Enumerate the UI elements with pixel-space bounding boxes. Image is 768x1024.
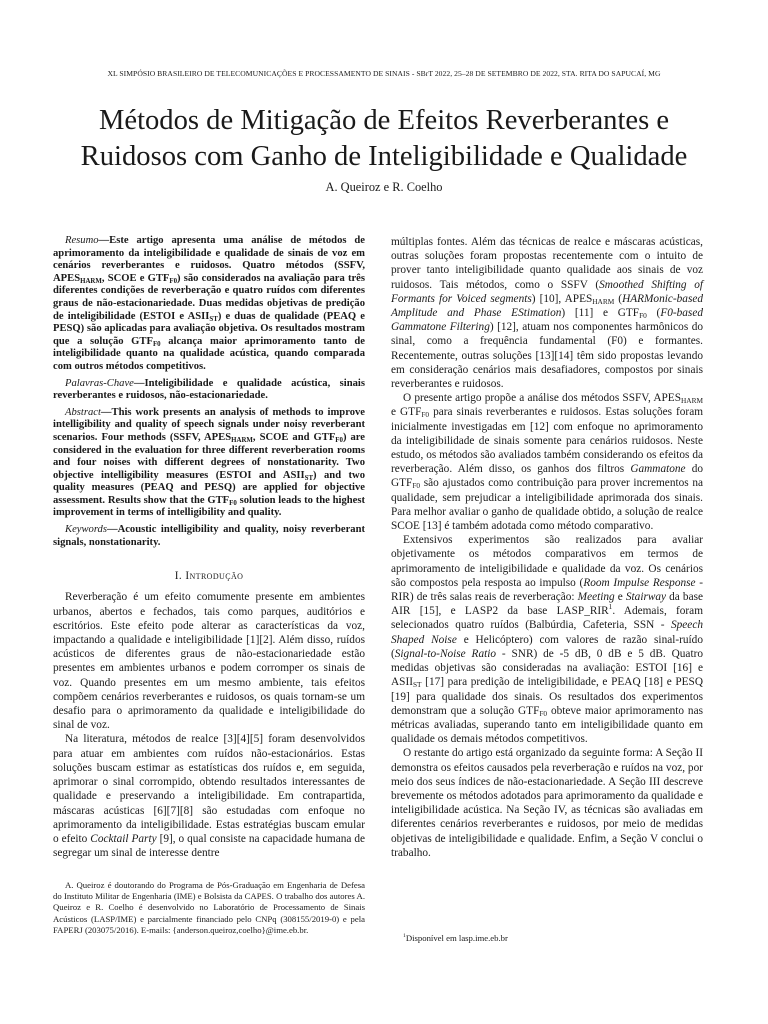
- author-footnote: A. Queiroz é doutorando do Programa de Pós-Graduação em Engenharia de Defesa do Instituto Militar de Engenharia (IME) e Bolsista da CAPES. O trabalho dos autores A. Queiroz e R. Coelho é desenvolvido no Laboratório de Processamento de Sinais Acústicos (LASP/IME) e parcialmente financiado pelo CNPq (308155/2019-0) e pela FAPERJ (203075/2016). E-mails: {anderson.queiroz,coelho}@ime.eb.br.: [53, 880, 365, 935]
- abstract-lead: Abstract: [65, 406, 101, 418]
- intro-paragraph-2: Na literatura, métodos de realce [3][4][5] foram desenvolvidos para atuar em ambientes com ruídos não-estacionários. Estas soluções buscam estimar as estatísticas dos ruídos e, em seguida, aprimorar o sinal corrompido, obtendo resultados interessantes de qualidade e preservando a inteligibilidade. Em contrapartida, máscaras acústicas [6][7][8] são estudadas com enfoque no aprimoramento da inteligibilidade. Estas estratégias buscam emular o efeito Cocktail Party [9], o qual consiste na capacidade humana de segregar um sinal de interesse dentre: [53, 733, 366, 860]
- keywords: Keywords—Acoustic intelligibility and quality, noisy reverberant signals, nonstationarity.: [53, 524, 365, 548]
- palavras-chave-lead: Palavras-Chave: [65, 377, 134, 389]
- right-paragraph-3: Extensivos experimentos são realizados para avaliar objetivamente os métodos comparativos em termos de aprimoramento de inteligibilidade e qualidade da voz. Os cenários são compostos pela resposta ao impulso (Room Impulse Response - RIR) de três salas reais de reverberação: Meeting e Stairway da base AIR [15], e LASP2 da base LASP_RIR$^1$. Ademais, foram selecionados quatro ruídos (Balbúrdia, Cafeteria, SSN - Speech Shaped Noise e Helicóptero) com valores de razão sinal-ruído (Signal-to-Noise Ratio - SNR) de -5 dB, 0 dB e 5 dB. Quatro medidas objetivas são consideradas na avaliação: ESTOI [16] e $ASII_{ST}$ [17] para predição de inteligibilidade, e PEAQ [18] e PESQ [19] para qualidade dos sinais. Os resultados dos experimentos demonstram que a solução $GTF_{F0}$ obteve maior aprimoramento nas métricas avaliadas, superando tanto em inteligibilidade quanto em qualidade os demais métodos competitivos.: [391, 534, 704, 746]
- authors: A. Queiroz e R. Coelho: [325, 180, 443, 194]
- keywords-lead: Keywords: [65, 524, 107, 536]
- right-paragraph-2: O presente artigo propõe a análise dos métodos SSFV, $APES_{HARM}$ e $GTF_{F0}$ para sinais reverberantes e ruidosos. Estas soluções foram inicialmente investigadas em [12] com enfoque no aprimoramento da inteligibilidade de sinais somente para cenários ruidosos. Neste estudo, os métodos são avaliados também considerando os efeitos da reverberação. Além disso, os ganhos dos filtros Gammatone do $GTF_{F0}$ são ajustados como contribuição para prover incrementos na qualidade, sem prejudicar a inteligibilidade aprimorada dos sinais. Para melhor avaliar o ganho de qualidade obtido, a solução de realce SCOE [13] é também adotada como método comparativo.: [391, 392, 703, 533]
- running-header: XL SIMPÓSIO BRASILEIRO DE TELECOMUNICAÇÕES E PROCESSAMENTO DE SINAIS - SBrT 2022, 25–28 DE SETEMBRO DE 2022, STA. RITA DO SAPUCAÍ, MG: [107, 69, 661, 78]
- left-column: [53, 235, 365, 860]
- intro-paragraph-1: Reverberação é um efeito comumente presente em ambientes urbanos, abertos e fechados, tais como parques, auditórios e escritórios. Este efeito pode alterar as características da voz, impactando a qualidade e inteligibilidade [1][2]. Além disso, ruídos acústicos de diferentes graus de não-estacionariedade estão presentes em ambientes urbanos e podem corromper os sinais de voz. Quando presentes em um mesmo ambiente, tais efeitos compõem cenários reverberantes e ruidosos, os quais tornam-se um desafio para o aprimoramento da qualidade e inteligibilidade do sinal de voz.: [53, 591, 365, 732]
- paper-title: [40, 103, 728, 175]
- right-paragraph-4: O restante do artigo está organizado da seguinte forma: A Seção II demonstra os efeitos causados pela reverberação e ruídos na voz, por meio dos seus índices de não-estacionariedade. A Seção III descreve brevemente os métodos adotados para aprimoramento da qualidade e inteligibilidade acústica. Na Seção IV, as técnicas são avaliadas em diferentes cenários reverberantes e ruidosos, por meio de medidas objetivas de inteligibilidade e qualidade. Enfim, a Seção V conclui o trabalho.: [391, 747, 703, 859]
- palavras-chave: Palavras-Chave—Inteligibilidade e qualidade acústica, sinais reverberantes e ruidosos, não-estacionariedade.: [53, 377, 365, 402]
- resumo: Resumo—Este artigo apresenta uma análise de métodos de aprimoramento da inteligibilidade e qualidade de sinais de voz em cenários reverberantes e ruidosos. Quatro métodos (SSFV, $APES_{HARM}$, SCOE e $GTF_{F0}$) são considerados na avaliação para três diferentes condições de reverberação e quatro ruídos com diferentes graus de não-estacionariedade. Duas medidas objetivas de predição de inteligibilidade (ESTOI e $ASII_{ST}$) e duas de qualidade (PEAQ e PESQ) são aplicadas para avaliação objetiva. Os resultados mostram que a solução $GTF_{F0}$ alcança maior aprimoramento tanto de inteligibilidade quanto na qualidade acústica, quando comparada com outros métodos competitivos.: [53, 235, 366, 372]
- right-column: [391, 235, 703, 860]
- title-line-2: Ruidosos com Ganho de Inteligibilidade e Qualidade: [80, 141, 688, 172]
- footnote-marker: 1: [608, 602, 613, 612]
- abstract: Abstract—This work presents an analysis of methods to improve intelligibility and quality of speech signals under noisy reverberant scenarios. Four methods (SSFV, $APES_{HARM}$, SCOE and $GTF_{F0}$) are considered in the evaluation for three different reverberation rooms and four noises with different degrees of nonstationarity. Two objective intelligibility measures (ESTOI and $ASII_{ST}$) and two quality measures (PEAQ and PESQ) are applied for objective assessment. Results show that the $GTF_{F0}$ solution leads to the highest improvement in terms of intelligibility and quality.: [53, 406, 365, 519]
- right-paragraph-1: múltiplas fontes. Além das técnicas de realce e máscaras acústicas, outras soluções foram propostas recentemente com o intuito de prover tanto inteligibilidade quanto qualidade aos sinais de voz ruidosos. Tais métodos, como o SSFV (Smoothed Shifting of Formants for Voiced segments) [10], $APES_{HARM}$ (HARMonic-based Amplitude and Phase EStimation) [11] e $GTF_{F0}$ (F0-based Gammatone Filtering) [12], atuam nos componentes harmônicos do sinal, como a frequência fundamental (F0) e formantes. Recentemente, outras soluções [13][14] têm sido propostas levando em consideração cenários mais desafiadores, compostos por sinais reverberantes e ruidosos.: [391, 236, 703, 391]
- title-line-1: Métodos de Mitigação de Efeitos Reverberantes e: [98, 105, 670, 136]
- section-heading-introducao: I. Introdução: [174, 570, 244, 583]
- resumo-lead: Resumo: [65, 235, 99, 246]
- footnote-1: $^1$Disponível em lasp.ime.eb.br: [403, 933, 508, 943]
